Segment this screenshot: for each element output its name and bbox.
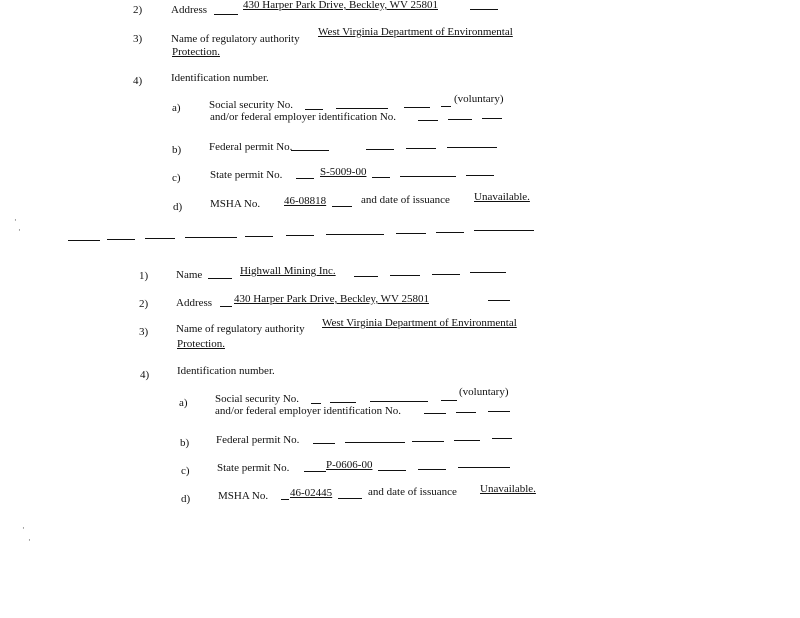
s2-address-num: 2) xyxy=(139,298,149,310)
s1-state-blank-2 xyxy=(372,177,390,178)
s2-msha-issuance: Unavailable. xyxy=(480,483,536,495)
s2-msha-label: MSHA No. xyxy=(218,490,269,502)
s1-ssn-blank-2 xyxy=(336,108,388,109)
scan-speck: · xyxy=(28,536,31,546)
s2-federal-blank-4 xyxy=(454,440,480,441)
s2-msha-letter: d) xyxy=(181,493,191,505)
s2-regulatory-value-2: Protection. xyxy=(177,338,225,350)
s1-ssn-blank-3 xyxy=(404,107,430,108)
s1-address-label: Address xyxy=(171,4,208,16)
s2-federal-letter: b) xyxy=(180,437,190,449)
s2-ssn-label: Social security No. xyxy=(215,393,300,405)
s1-ssn-line2: and/or federal employer identification No. xyxy=(210,111,397,123)
s2-ssn-line2: and/or federal employer identification No. xyxy=(215,405,402,417)
divider-seg xyxy=(436,232,464,233)
s2-name-label: Name xyxy=(176,269,203,281)
s1-federal-blank-4 xyxy=(447,147,497,148)
divider-seg xyxy=(286,235,314,236)
s1-address-blank-2 xyxy=(470,0,498,10)
s2-ein-blank-3 xyxy=(488,411,510,412)
s1-federal-blank-1 xyxy=(291,150,329,151)
s2-ssn-letter: a) xyxy=(179,397,188,409)
s2-address-blank-2 xyxy=(488,300,510,301)
divider-seg xyxy=(107,239,135,240)
s1-regulatory-value-1: West Virginia Department of Environmental xyxy=(318,26,513,38)
s2-address-blank-1 xyxy=(220,306,232,307)
s2-ssn-blank-4 xyxy=(441,400,457,401)
s2-ssn-blank-2 xyxy=(330,402,356,403)
s2-regulatory-label: Name of regulatory authority xyxy=(176,323,305,335)
scan-speck: · xyxy=(14,216,17,226)
s2-federal-blank-2 xyxy=(345,442,405,443)
s2-state-blank-4 xyxy=(458,467,510,468)
s1-state-letter: c) xyxy=(172,172,181,184)
s1-address-blank xyxy=(214,5,238,15)
scan-speck: · xyxy=(18,226,21,236)
s2-state-value: P-0606-00 xyxy=(326,459,373,471)
s2-msha-blank-1 xyxy=(281,499,289,500)
s2-name-num: 1) xyxy=(139,270,149,282)
s1-state-value: S-5009-00 xyxy=(320,166,367,178)
s2-state-blank-3 xyxy=(418,469,446,470)
s2-name-blank-2 xyxy=(354,276,378,277)
s2-state-blank-2 xyxy=(378,470,406,471)
s2-ssn-voluntary: (voluntary) xyxy=(459,386,509,398)
s1-regulatory-num: 3) xyxy=(133,33,143,45)
s1-ein-blank-3 xyxy=(482,118,502,119)
s1-ssn-voluntary: (voluntary) xyxy=(454,93,504,105)
s1-address-value: 430 Harper Park Drive, Beckley, WV 25801 xyxy=(243,0,438,11)
s2-federal-label: Federal permit No. xyxy=(216,434,300,446)
s2-name-value: Highwall Mining Inc. xyxy=(240,265,336,277)
s1-msha-blank xyxy=(332,206,352,207)
s1-state-blank-4 xyxy=(466,175,494,176)
s2-state-label: State permit No. xyxy=(217,462,290,474)
s2-msha-blank-2 xyxy=(338,498,362,499)
s1-federal-blank-2 xyxy=(366,149,394,150)
s2-name-blank-5 xyxy=(470,272,506,273)
s1-ssn-letter: a) xyxy=(172,102,181,114)
divider-seg xyxy=(185,237,237,238)
s1-federal-label: Federal permit No. xyxy=(209,141,293,153)
s1-msha-label: MSHA No. xyxy=(210,198,261,210)
s1-address-num: 2) xyxy=(133,4,143,16)
s1-federal-letter: b) xyxy=(172,144,182,156)
s1-ein-blank-1 xyxy=(418,120,438,121)
s2-ssn-blank-3 xyxy=(370,401,428,402)
s1-state-blank-3 xyxy=(400,176,456,177)
s2-identification-label: Identification number. xyxy=(177,365,275,377)
s1-federal-blank-3 xyxy=(406,148,436,149)
s1-msha-issuance: Unavailable. xyxy=(474,191,530,203)
divider-seg xyxy=(245,236,273,237)
s1-msha-value: 46-08818 xyxy=(284,195,327,207)
s2-state-letter: c) xyxy=(181,465,190,477)
s1-msha-mid: and date of issuance xyxy=(361,194,450,206)
s2-name-blank-3 xyxy=(390,275,420,276)
s1-ssn-label: Social security No. xyxy=(209,99,294,111)
s2-regulatory-value-1: West Virginia Department of Environmental xyxy=(322,317,517,329)
s1-identification-label: Identification number. xyxy=(171,72,269,84)
s2-federal-blank-1 xyxy=(313,443,335,444)
s2-ein-blank-2 xyxy=(456,412,476,413)
s1-ein-blank-2 xyxy=(448,119,472,120)
divider-seg xyxy=(145,238,175,239)
s1-ssn-blank-1 xyxy=(305,109,323,110)
scan-speck: · xyxy=(22,524,25,534)
s2-name-blank-1 xyxy=(208,278,232,279)
s2-federal-blank-3 xyxy=(412,441,444,442)
s2-address-value: 430 Harper Park Drive, Beckley, WV 25801 xyxy=(234,293,429,305)
s1-state-blank-1 xyxy=(296,178,314,179)
s1-msha-letter: d) xyxy=(173,201,183,213)
s2-address-label: Address xyxy=(176,297,213,309)
s1-regulatory-label: Name of regulatory authority xyxy=(171,33,300,45)
s1-identification-num: 4) xyxy=(133,75,143,87)
s2-msha-value: 46-02445 xyxy=(290,487,333,499)
s2-state-blank-1 xyxy=(304,471,326,472)
s1-state-label: State permit No. xyxy=(210,169,283,181)
s2-msha-mid: and date of issuance xyxy=(368,486,457,498)
s2-identification-num: 4) xyxy=(140,369,150,381)
divider-seg xyxy=(68,240,100,241)
s1-regulatory-value-2: Protection. xyxy=(172,46,220,58)
s2-regulatory-num: 3) xyxy=(139,326,149,338)
divider-seg xyxy=(474,230,534,231)
s2-ssn-blank-1 xyxy=(311,403,321,404)
s2-ein-blank-1 xyxy=(424,413,446,414)
divider-seg xyxy=(326,234,384,235)
divider-seg xyxy=(396,233,426,234)
s2-federal-blank-5 xyxy=(492,438,512,439)
s2-name-blank-4 xyxy=(432,274,460,275)
s1-ssn-blank-4 xyxy=(441,106,451,107)
